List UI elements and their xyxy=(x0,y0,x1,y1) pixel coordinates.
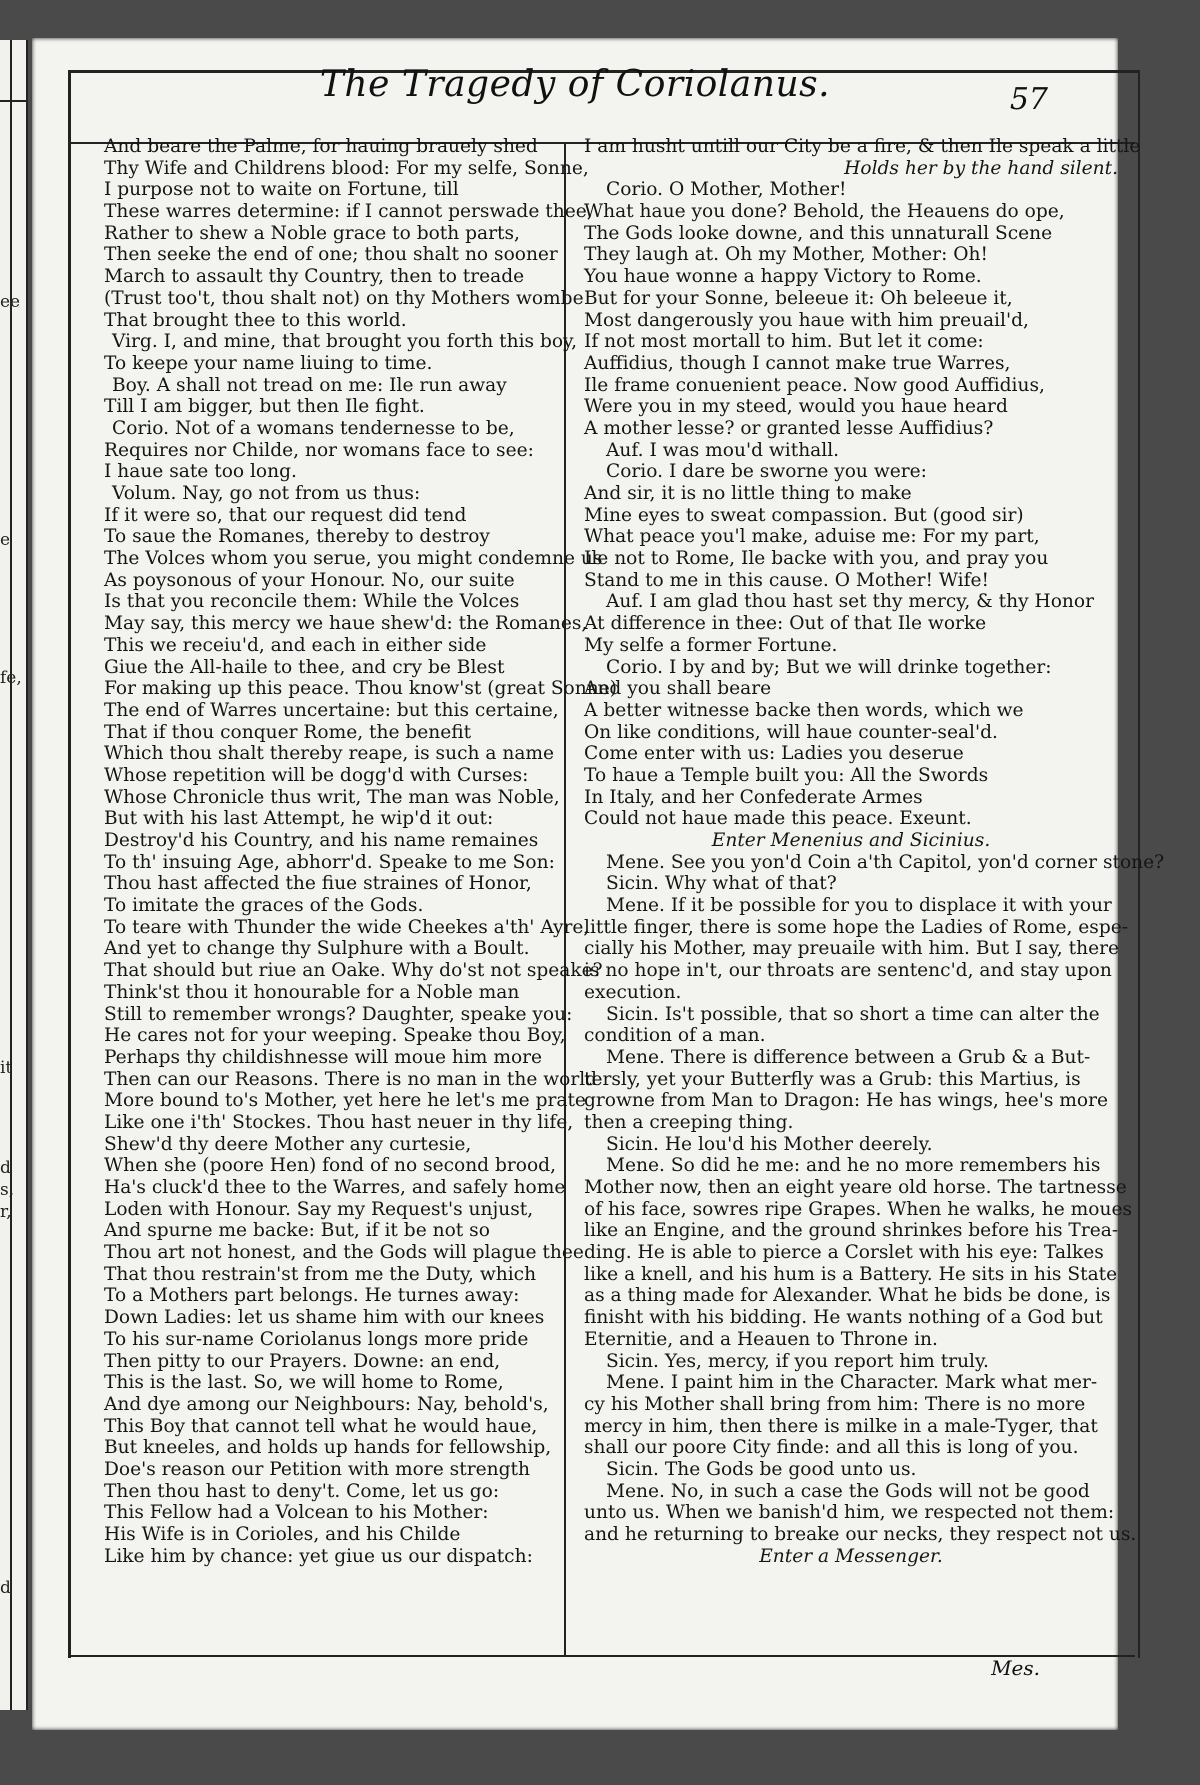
text-line: The Gods looke downe, and this unnaturall Scene xyxy=(584,222,1053,244)
text-line: To th' insuing Age, abhorr'd. Speake to me Son: xyxy=(104,851,555,873)
text-line: A mother lesse? or granted lesse Auffidius? xyxy=(584,417,994,439)
text-line: of his face, sowres ripe Grapes. When he walks, he moues xyxy=(584,1198,1132,1220)
text-line: Then can our Reasons. There is no man in the world xyxy=(104,1068,598,1090)
text-line: unto us. When we banish'd him, we respected not them: xyxy=(584,1502,1115,1524)
column-divider xyxy=(564,144,566,1656)
text-line: Ile frame conuenient peace. Now good Auffidius, xyxy=(584,374,1045,396)
text-line: Virg. I, and mine, that brought you forth this boy, xyxy=(112,331,578,353)
text-line: What peace you'l make, aduise me: For my part, xyxy=(584,526,1040,548)
text-line: On like conditions, will haue counter-seal'd. xyxy=(584,721,998,743)
text-line: Holds her by the hand silent. xyxy=(844,157,1118,179)
text-line: And dye among our Neighbours: Nay, behold's, xyxy=(104,1393,549,1415)
text-line: (Trust too't, thou shalt not) on thy Mothers wombe xyxy=(104,287,584,309)
text-line: If not most mortall to him. But let it come: xyxy=(584,331,984,353)
text-line: This Boy that cannot tell what he would haue, xyxy=(104,1415,538,1437)
text-line: Volum. Nay, go not from us thus: xyxy=(112,483,421,504)
text-line: shall our poore City finde: and all this is long of you. xyxy=(584,1437,1079,1459)
text-line: Sicin. Why what of that? xyxy=(606,873,837,895)
text-line: And spurne me backe: But, if it be not so xyxy=(104,1220,490,1242)
text-line: He cares not for your weeping. Speake thou Boy, xyxy=(104,1025,566,1047)
text-line: To imitate the graces of the Gods. xyxy=(104,895,424,917)
margin-fragment: d xyxy=(0,1578,11,1598)
text-line: as a thing made for Alexander. What he bids be done, is xyxy=(584,1285,1111,1307)
text-line: Were you in my steed, would you haue heard xyxy=(584,396,1008,418)
text-line: Mother now, then an eight yeare old horse. The tartnesse xyxy=(584,1177,1127,1198)
adjacent-page-edge xyxy=(0,40,28,1710)
text-line: Perhaps thy childishnesse will moue him more xyxy=(104,1046,543,1068)
text-line: Till I am bigger, but then Ile fight. xyxy=(104,396,425,418)
text-line: Rather to shew a Noble grace to both parts, xyxy=(104,222,520,244)
text-line: Thou hast affected the fiue straines of Honor, xyxy=(104,873,532,895)
text-line: Sicin. He lou'd his Mother deerely. xyxy=(606,1133,933,1155)
text-line: I purpose not to waite on Fortune, till xyxy=(104,179,459,201)
text-line: Whose Chronicle thus writ, The man was Noble, xyxy=(104,786,560,808)
text-line: cially his Mother, may preuaile with him. But I say, there xyxy=(584,938,1119,960)
bottom-rule xyxy=(68,1655,1135,1657)
text-line: This we receiu'd, and each in either side xyxy=(104,634,487,656)
text-line: Ile not to Rome, Ile backe with you, and pray you xyxy=(584,548,1049,570)
text-line: They laugh at. Oh my Mother, Mother: Oh! xyxy=(584,244,988,266)
text-line: Destroy'd his Country, and his name remaines xyxy=(104,830,539,851)
text-line: Then pitty to our Prayers. Downe: an end, xyxy=(104,1350,501,1372)
catchword: Mes. xyxy=(991,1656,1040,1680)
text-line: Is that you reconcile them: While the Volces xyxy=(104,591,520,613)
text-line: finisht with his bidding. He wants nothing of a God but xyxy=(584,1307,1103,1329)
text-line: condition of a man. xyxy=(584,1025,766,1047)
text-line: That if thou conquer Rome, the benefit xyxy=(104,721,472,743)
text-line: Then seeke the end of one; thou shalt no sooner xyxy=(104,244,558,266)
text-line: Mene. See you yon'd Coin a'th Capitol, yon'd corner stone? xyxy=(606,851,1165,873)
text-line: Enter Menenius and Sicinius. xyxy=(711,830,991,851)
text-line: is no hope in't, our throats are sentenc'd, and stay upon xyxy=(584,960,1112,982)
text-line: cy his Mother shall bring from him: There is no more xyxy=(584,1393,1086,1415)
text-line: The Volces whom you serue, you might condemne us xyxy=(104,548,603,570)
text-line: Mene. No, in such a case the Gods will not be good xyxy=(606,1480,1090,1502)
text-line: To his sur-name Coriolanus longs more pride xyxy=(104,1328,529,1350)
adjacent-page-rule xyxy=(10,40,12,1710)
text-line: Sicin. The Gods be good unto us. xyxy=(606,1458,917,1480)
text-line: His Wife is in Corioles, and his Childe xyxy=(104,1524,461,1545)
text-line: Mene. I paint him in the Character. Mark what mer- xyxy=(606,1372,1098,1394)
text-line: Down Ladies: let us shame him with our knees xyxy=(104,1307,545,1329)
text-line: Auf. I am glad thou hast set thy mercy, & thy Honor xyxy=(606,591,1094,613)
text-line: Mene. So did he me: and he no more remembers his xyxy=(606,1155,1101,1177)
text-line: Thy Wife and Childrens blood: For my selfe, Sonne, xyxy=(104,157,589,179)
text-line: Sicin. Yes, mercy, if you report him truly. xyxy=(606,1350,989,1372)
text-line: Like him by chance: yet giue us our dispatch: xyxy=(104,1545,533,1567)
text-line: Sicin. Is't possible, that so short a time can alter the xyxy=(606,1003,1100,1025)
text-line: Shew'd thy deere Mother any curtesie, xyxy=(104,1133,472,1155)
text-line: In Italy, and her Confederate Armes xyxy=(584,786,923,808)
text-line: That thou restrain'st from me the Duty, which xyxy=(104,1263,537,1285)
text-line: March to assault thy Country, then to treade xyxy=(104,266,525,288)
text-line: Enter a Messenger. xyxy=(759,1545,943,1567)
text-line: Requires nor Childe, nor womans face to see: xyxy=(104,439,534,461)
text-line: Corio. O Mother, Mother! xyxy=(606,179,847,201)
text-line: Could not haue made this peace. Exeunt. xyxy=(584,808,972,830)
text-line: To keepe your name liuing to time. xyxy=(104,352,433,374)
text-line: Boy. A shall not tread on me: Ile run away xyxy=(112,374,507,396)
text-line: Whose repetition will be dogg'd with Curses: xyxy=(104,764,529,786)
text-line: Corio. I by and by; But we will drinke together: xyxy=(606,656,1052,678)
margin-fragment: e xyxy=(0,530,11,550)
text-line: Auf. I was mou'd withall. xyxy=(606,439,840,461)
text-line: And sir, it is no little thing to make xyxy=(584,483,912,504)
text-line: mercy in him, then there is milke in a male-Tyger, that xyxy=(584,1415,1098,1437)
folio-page xyxy=(32,38,1165,1730)
text-line: I am husht untill our City be a fire, & then Ile speak a little xyxy=(584,136,1141,157)
text-line: To teare with Thunder the wide Cheekes a'th' Ayre, xyxy=(104,916,590,938)
text-line: Giue the All-haile to thee, and cry be Blest xyxy=(104,656,505,678)
text-line: Most dangerously you haue with him preuail'd, xyxy=(584,309,1029,331)
text-line: That brought thee to this world. xyxy=(104,309,407,331)
margin-fragment: s, xyxy=(0,1180,15,1200)
text-line: To a Mothers part belongs. He turnes away: xyxy=(104,1285,520,1307)
margin-fragment: r, xyxy=(0,1202,12,1222)
margin-fragment: it xyxy=(0,1058,13,1078)
text-line: Like one i'th' Stockes. Thou hast neuer in thy life, xyxy=(104,1111,574,1133)
text-line: What haue you done? Behold, the Heauens do ope, xyxy=(584,201,1065,223)
text-line: To haue a Temple built you: All the Swords xyxy=(584,764,989,786)
text-line: And beare the Palme, for hauing brauely shed xyxy=(104,136,538,157)
text-line: To saue the Romanes, thereby to destroy xyxy=(104,526,490,548)
adjacent-page-title-rule xyxy=(0,100,26,102)
text-line: Come enter with us: Ladies you deserue xyxy=(584,743,964,765)
text-line: But kneeles, and holds up hands for fellowship, xyxy=(104,1437,552,1459)
text-line: Mene. There is difference between a Grub & a But- xyxy=(606,1046,1091,1068)
right-text-column xyxy=(570,136,1165,1567)
text-line: More bound to's Mother, yet here he let's me prate xyxy=(104,1090,586,1112)
left-text-column xyxy=(72,136,617,1567)
text-line: Thou art not honest, and the Gods will plague thee xyxy=(104,1242,584,1264)
text-line: The end of Warres uncertaine: but this certaine, xyxy=(104,699,559,721)
text-line: Doe's reason our Petition with more strength xyxy=(104,1458,530,1480)
text-line: These warres determine: if I cannot perswade thee, xyxy=(104,201,593,223)
text-line: then a creeping thing. xyxy=(584,1111,794,1133)
text-line: Eternitie, and a Heauen to Throne in. xyxy=(584,1328,938,1350)
text-line: And you shall beare xyxy=(584,678,772,700)
text-line: and he returning to breake our necks, they respect not us. xyxy=(584,1524,1137,1545)
text-line: May say, this mercy we haue shew'd: the Romanes, xyxy=(104,613,588,635)
text-line: Still to remember wrongs? Daughter, speake you: xyxy=(104,1003,573,1025)
text-line: Loden with Honour. Say my Request's unjust, xyxy=(104,1198,534,1220)
text-line: Ha's cluck'd thee to the Warres, and safely home xyxy=(104,1177,566,1198)
text-line: Think'st thou it honourable for a Noble man xyxy=(104,981,520,1003)
text-line: But with his last Attempt, he wip'd it out: xyxy=(104,808,494,830)
text-line: I haue sate too long. xyxy=(104,461,297,483)
text-line: At difference in thee: Out of that Ile worke xyxy=(584,613,987,635)
text-line: like an Engine, and the ground shrinkes before his Trea- xyxy=(584,1220,1119,1242)
text-line: Mine eyes to sweat compassion. But (good sir) xyxy=(584,504,1024,526)
page-number: 57 xyxy=(1009,82,1048,117)
text-line: That should but riue an Oake. Why do'st not speake? xyxy=(104,960,603,982)
text-line: like a knell, and his hum is a Battery. He sits in his State xyxy=(584,1263,1118,1285)
text-line: growne from Man to Dragon: He has wings, hee's more xyxy=(584,1090,1109,1112)
text-line: ding. He is able to pierce a Corslet with his eye: Talkes xyxy=(584,1242,1104,1264)
text-line: For making up this peace. Thou know'st (great Sonne) xyxy=(104,678,617,700)
text-line: Then thou hast to deny't. Come, let us go: xyxy=(104,1480,500,1502)
text-line: This Fellow had a Volcean to his Mother: xyxy=(104,1502,489,1524)
text-line: Corio. Not of a womans tendernesse to be, xyxy=(112,417,515,439)
text-line: This is the last. So, we will home to Rome, xyxy=(104,1372,504,1394)
margin-fragment: ee xyxy=(0,292,21,312)
text-line: My selfe a former Fortune. xyxy=(584,634,838,656)
text-line: tersly, yet your Butterfly was a Grub: this Martius, is xyxy=(584,1068,1081,1090)
running-title: The Tragedy of Coriolanus. xyxy=(319,64,831,105)
text-line: execution. xyxy=(584,981,682,1003)
text-line: When she (poore Hen) fond of no second brood, xyxy=(104,1155,556,1177)
text-line: little finger, there is some hope the Ladies of Rome, espe- xyxy=(584,916,1129,938)
text-line: Which thou shalt thereby reape, is such a name xyxy=(104,743,555,765)
text-line: Auffidius, though I cannot make true Warres, xyxy=(584,352,1011,374)
text-line: A better witnesse backe then words, which we xyxy=(584,699,1024,721)
text-line: Corio. I dare be sworne you were: xyxy=(606,461,927,483)
text-line: If it were so, that our request did tend xyxy=(104,504,467,526)
text-line: But for your Sonne, beleeue it: Oh beleeue it, xyxy=(584,287,1013,309)
text-line: Stand to me in this cause. O Mother! Wife! xyxy=(584,569,989,591)
text-line: Mene. If it be possible for you to displace it with your xyxy=(606,895,1112,917)
text-line: As poysonous of your Honour. No, our suite xyxy=(104,569,515,591)
text-line: You haue wonne a happy Victory to Rome. xyxy=(584,266,982,288)
margin-fragment: fe, xyxy=(0,668,22,688)
margin-fragment: d xyxy=(0,1158,11,1178)
text-line: And yet to change thy Sulphure with a Boult. xyxy=(104,938,530,960)
